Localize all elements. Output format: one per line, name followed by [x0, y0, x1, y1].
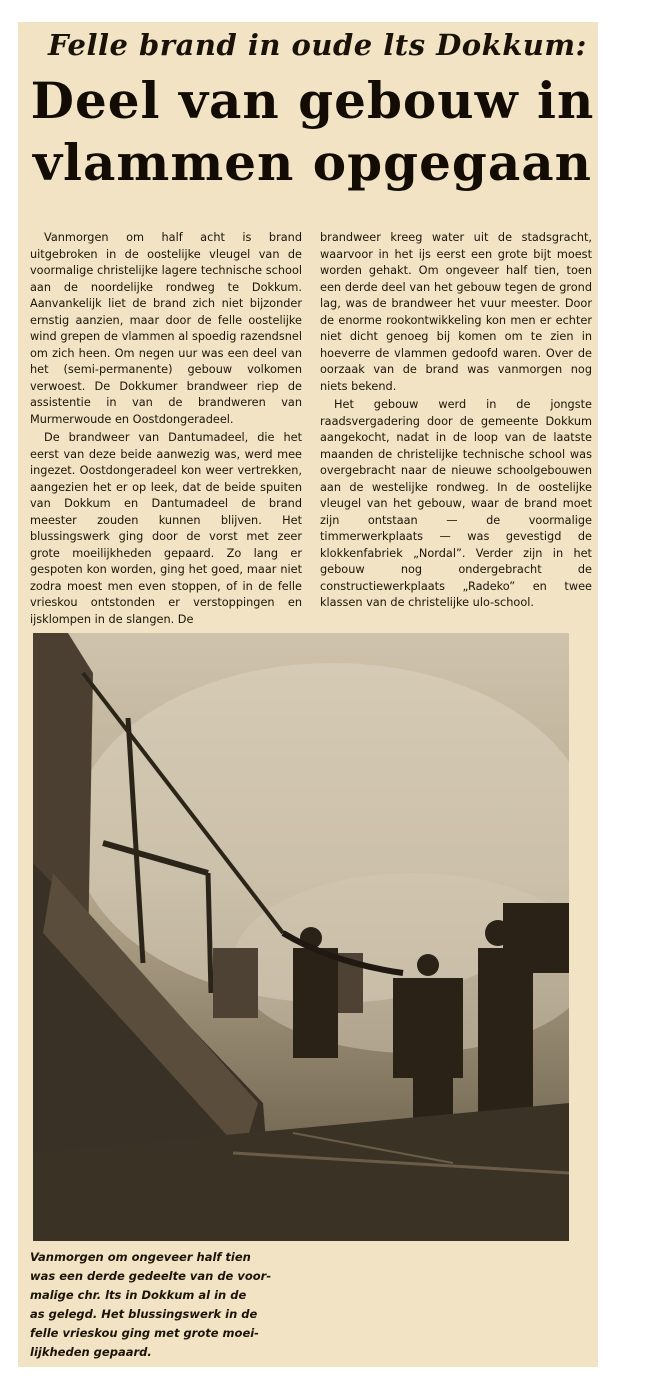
caption-line: was een derde gedeelte van de voor-: [30, 1269, 272, 1283]
photo-caption: [30, 1248, 290, 1362]
caption-line: malige chr. lts in Dokkum al in de: [30, 1288, 247, 1302]
article-column-right: [320, 230, 592, 614]
fire-photo: [33, 633, 569, 1241]
article-column-left: [30, 230, 302, 630]
body-paragraph: Vanmorgen om half acht is brand uitgebroken in de oostelijke vleugel van de voormalige christelijke lagere technische school aan de noordelijke rondweg te Dokkum. Aanvankelijk liet de brand zich niet bijzonder ernstig aanzien, maar door de felle oostelijke wind grepen de vlammen al spoedig razendsnel om zich heen. Om negen uur was een deel van het (semi-permanente) gebouw volkomen verwoest. De Dokkumer brandweer riep de assistentie in van de brandweren van Murmerwoude en Oostdongeradeel.: [30, 231, 302, 426]
caption-line: lijkheden gepaard.: [30, 1345, 152, 1359]
article-kicker: Felle brand in oude lts Dokkum:: [48, 28, 587, 62]
headline-line-1: Deel van gebouw in: [30, 71, 595, 130]
caption-line: as gelegd. Het blussingswerk in de: [30, 1307, 258, 1321]
fire-scene-illustration: [33, 633, 569, 1241]
headline-line-2: vlammen opgegaan: [32, 133, 593, 192]
caption-line: Vanmorgen om ongeveer half tien: [30, 1250, 251, 1264]
caption-line: felle vrieskou ging met grote moei-: [30, 1326, 259, 1340]
article-headline: [30, 70, 595, 194]
body-paragraph: Het gebouw werd in de jongste raadsvergadering door de gemeente Dokkum aangekocht, nadat in de loop van de laatste maanden de christelijke technische school was overgebracht naar de nieuwe schoolgebouwen aan de westelijke rondweg. In de oostelijke vleugel van het gebouw, waar de brand moet zijn ontstaan — de voormalige timmerwerkplaats — was gevestigd de klokkenfabriek „Nordal”. Verder zijn in het gebouw nog ondergebracht de constructiewerkplaats „Radeko” en twee klassen van de christelijke ulo-school.: [320, 398, 592, 609]
body-paragraph: De brandweer van Dantumadeel, die het eerst van deze beide aanwezig was, werd mee ingezet. Oostdongeradeel kon weer vertrekken, aangezien het er op leek, dat de beide spuiten van Dokkum en Dantumadeel de brand meester zouden kunnen blijven. Het blussingswerk ging door de vorst met zeer grote moeilijkheden gepaard. Zo lang er gespoten kon worden, ging het goed, maar niet zodra moest men even stoppen, of in de felle vrieskou ontstonden er verstoppingen en ijsklompen in de slangen. De: [30, 431, 302, 626]
body-paragraph: brandweer kreeg water uit de stadsgracht, waarvoor in het ijs eerst een grote bijt moest worden gehakt. Om ongeveer half tien, toen een derde deel van het gebouw tegen de grond lag, was de brandweer het vuur meester. Door de enorme rookontwikkeling kon men er echter niet dicht genoeg bij komen om te zien in hoeverre de vlammen gedoofd waren. Over de oorzaak van de brand was vanmorgen nog niets bekend.: [320, 231, 592, 393]
